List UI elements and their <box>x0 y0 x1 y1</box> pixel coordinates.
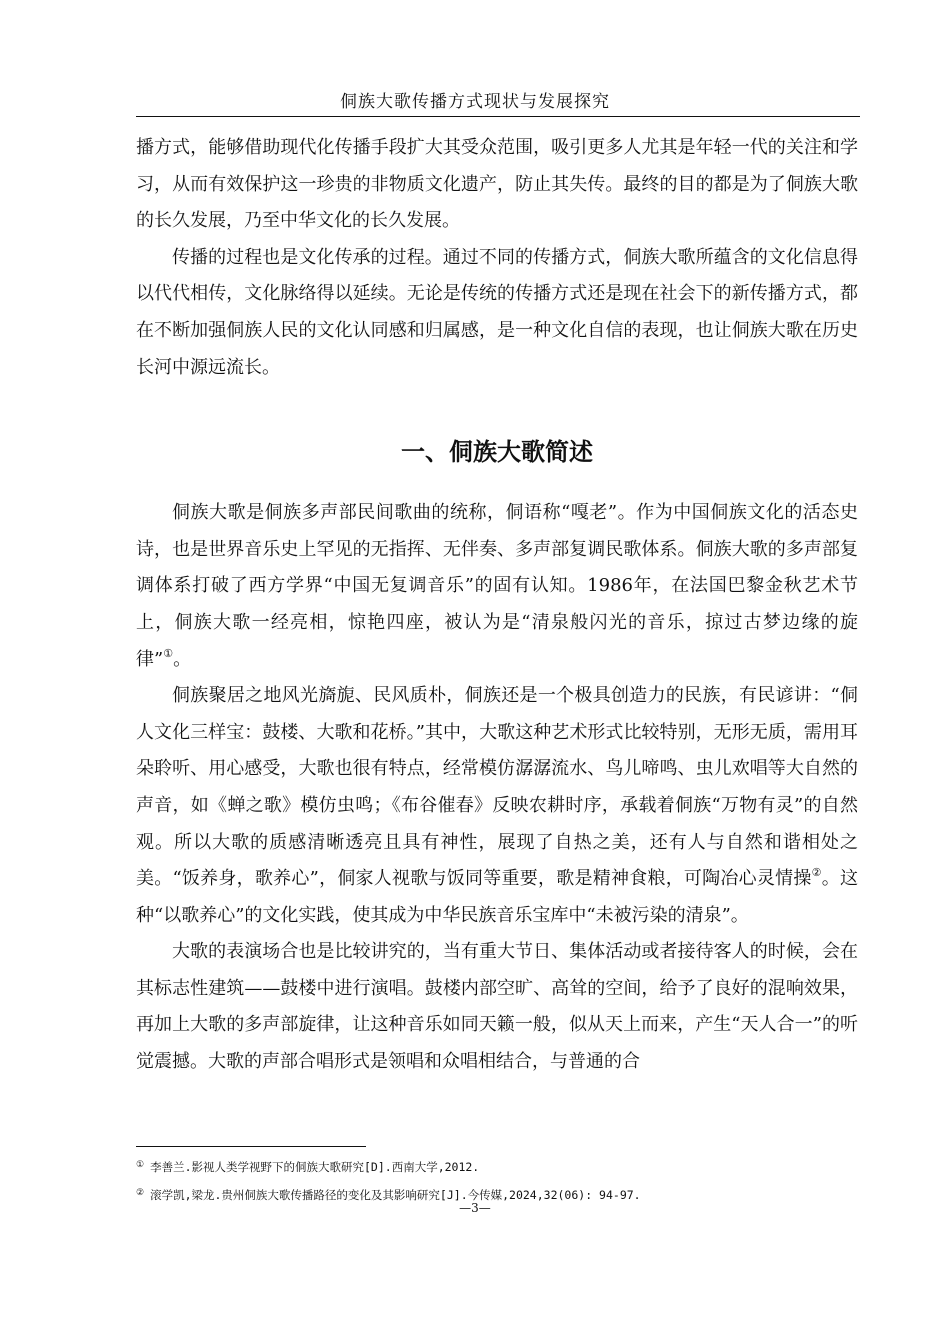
footnote-1 <box>136 1157 858 1175</box>
footnote-rule <box>136 1146 366 1147</box>
paragraph-nature-end: 。这种“以歌养心”的文化实践，使其成为中华民族音乐宝库中“未被污染的清泉”。 <box>136 868 858 926</box>
paragraph-overview-end: 。 <box>173 648 192 670</box>
footnote-mark-2: ② <box>136 1188 145 1198</box>
paragraph-transmission: 传播的过程也是文化传承的过程。通过不同的传播方式，侗族大歌所蕴含的文化信息得以代代相传，文化脉络得以延续。无论是传统的传播方式还是现在社会下的新传播方式，都在不断加强侗族人民的文化认同感和归属感，是一种文化自信的表现，也让侗族大歌在历史长河中源远流长。 <box>136 246 858 378</box>
footnote-ref-2[interactable]: ② <box>811 866 822 880</box>
paragraph-performance: 大歌的表演场合也是比较讲究的，当有重大节日、集体活动或者接待客人的时候，会在其标志性建筑——鼓楼中进行演唱。鼓楼内部空旷、高耸的空间，给予了良好的混响效果，再加上大歌的多声部旋律，让这种音乐如同天籁一般，似从天上而来，产生“天人合一”的听觉震撼。大歌的声部合唱形式是领唱和众唱相结合，与普通的合 <box>136 941 858 1073</box>
body-text <box>136 130 858 1081</box>
footnote-text-1: 李善兰.影视人类学视野下的侗族大歌研究[D].西南大学,2012. <box>150 1160 480 1174</box>
page-number: —3— <box>459 1201 491 1215</box>
running-header: 侗族大歌传播方式现状与发展探究 <box>340 92 610 112</box>
paragraph-overview-text: 侗族大歌是侗族多声部民间歌曲的统称，侗语称“嘎老”。作为中国侗族文化的活态史诗，也是世界音乐史上罕见的无指挥、无伴奏、多声部复调民歌体系。侗族大歌的多声部复调体系打破了西方学界“中国无复调音乐”的固有认知。1986年，在法国巴黎金秋艺术节上，侗族大歌一经亮相，惊艳四座，被认为是“清泉般闪光的音乐，掠过古梦边缘的旋律” <box>136 502 858 670</box>
continued-paragraph: 播方式，能够借助现代化传播手段扩大其受众范围，吸引更多人尤其是年轻一代的关注和学习，从而有效保护这一珍贵的非物质文化遗产，防止其失传。最终的目的都是为了侗族大歌的长久发展，乃至中华文化的长久发展。 <box>136 137 858 232</box>
paragraph-nature <box>136 678 858 934</box>
header-rule <box>136 116 860 117</box>
footnote-mark-1: ① <box>136 1160 145 1170</box>
footnote-text-2: 滚学凯,梁龙.贵州侗族大歌传播路径的变化及其影响研究[J].今传媒,2024,32(06): 94-97. <box>150 1188 641 1202</box>
footnote-ref-1[interactable]: ① <box>163 646 174 660</box>
section-heading: 一、侗族大歌简述 <box>401 438 593 467</box>
paragraph-overview <box>136 495 858 678</box>
paragraph-nature-text: 侗族聚居之地风光旖旎、民风质朴，侗族还是一个极具创造力的民族，有民谚讲：“侗人文化三样宝：鼓楼、大歌和花桥。”其中，大歌这种艺术形式比较特别，无形无质，需用耳朵聆听、用心感受，大歌也很有特点，经常模仿潺潺流水、鸟儿啼鸣、虫儿欢唱等大自然的声音，如《蝉之歌》模仿虫鸣；《布谷催春》反映农耕时序，承载着侗族“万物有灵”的自然观。所以大歌的质感清晰透亮且具有神性，展现了自热之美，还有人与自然和谐相处之美。“饭养身，歌养心”，侗家人视歌与饭同等重要，歌是精神食粮，可陶冶心灵情操 <box>136 685 858 890</box>
